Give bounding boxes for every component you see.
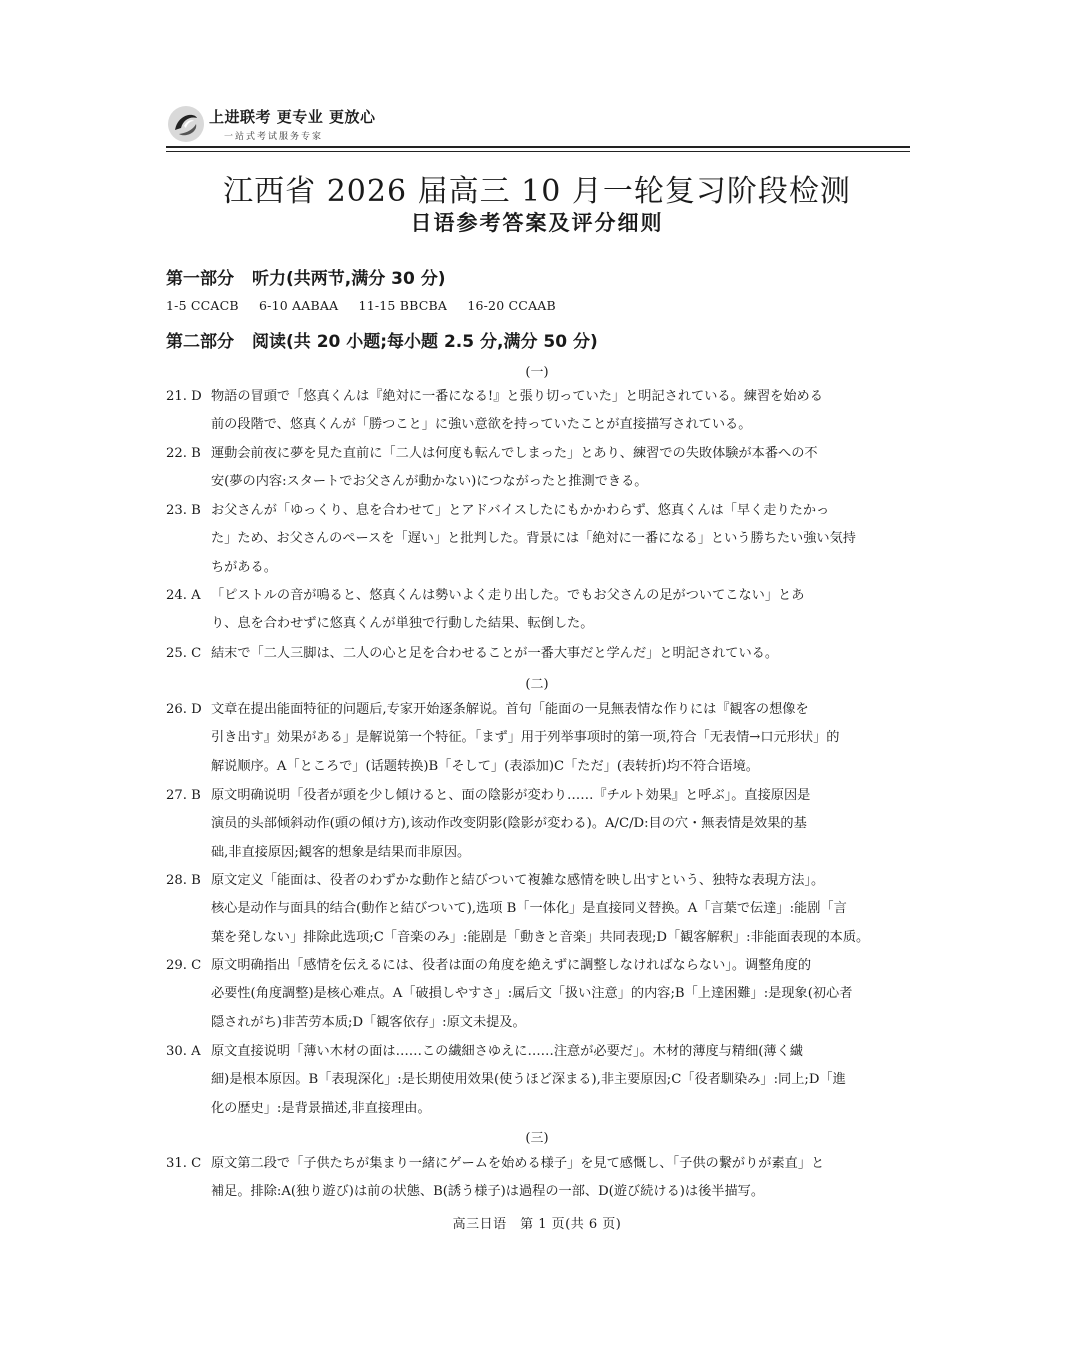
item-line: 核心是动作与面具的结合(動作と結びついて),选项 B「一体化」是直接同义替换。A「言葉で伝達」:能剧「言 (211, 901, 847, 917)
item-number: 23. B (166, 503, 201, 518)
item-number: 24. A (166, 588, 201, 603)
answer-item (166, 640, 910, 668)
item-line: 隠されがち)非苦劳本质;D「観客依存」:原文未提及。 (211, 1014, 526, 1030)
item-line: 補足。排除:A(独り遊び)は前の状態、B(誘う様子)は過程の一部、D(遊び続ける)は後半描写。 (211, 1184, 765, 1200)
item-line: 「ピストルの音が鳴ると、悠真くんは勢いよく走り出した。でもお父さんの足がついてこない」とあ (211, 588, 805, 603)
answer-item (166, 696, 910, 781)
part2-heading (166, 327, 598, 352)
item-line: お父さんが「ゆっくり、息を合わせて」とアドバイスしたにもかかわらず、悠真くんは「早く走りたかっ (211, 503, 830, 518)
item-line: 原文直接说明「薄い木材の面は……この繊細さゆえに……注意が必要だ」。木材的薄度与精细(薄く繊 (211, 1044, 803, 1059)
item-line: 物語の冒頭で「悠真くんは『絶対に一番になる!』と張り切っていた」と明記されている。練習を始める (211, 389, 823, 404)
item-line: 原文明确指出「感情を伝えるには、役者は面の角度を絶えずに調整しなければならない」。调整角度的 (211, 958, 812, 973)
item-line: 運動会前夜に夢を見た直前に「二人は何度も転んでしまった」とあり、練習での失敗体験が本番への不 (211, 446, 818, 461)
part1-heading (166, 264, 446, 289)
item-line: 前の段階で、悠真くんが「勝つこと」に強い意欲を持っていたことが直接描写されている。 (211, 417, 752, 433)
answer-item (166, 867, 910, 952)
item-line: り、息を合わせずに悠真くんが単独で行動した結果、転倒した。 (211, 616, 594, 632)
answer-item (166, 497, 910, 582)
part1-label: 第一部分 (166, 269, 234, 289)
item-line: 原文定义「能面は、役者のわずかな動作と結びついて複雑な感情を映し出すという、独特な表現方法」。 (211, 873, 825, 888)
item-number: 27. B (166, 788, 201, 803)
answer-item (166, 1038, 910, 1123)
item-number: 31. C (166, 1156, 202, 1171)
item-line: 演员的头部倾斜动作(頭の傾け方),该动作改变阴影(陰影が変わる)。A/C/D:目の穴・無表情是效果的基 (211, 816, 807, 832)
part2-desc: 阅读(共 20 小题;每小题 2.5 分,满分 50 分) (252, 332, 598, 352)
answer-item (166, 582, 910, 639)
section-label: (一) (525, 365, 549, 380)
section-label: (二) (525, 677, 549, 692)
item-number: 30. A (166, 1044, 201, 1059)
item-line: 細)是根本原因。B「表現深化」:是长期使用效果(使うほど深まる),非主要原因;C「役者馴染み」:同上;D「進 (211, 1072, 846, 1088)
item-line: 础,非直接原因;観客的想象是结果而非原因。 (211, 844, 471, 860)
item-line: 結末で「二人三脚は、二人の心と足を合わせることが一番大事だと学んだ」と明記されている。 (211, 646, 779, 661)
logo-subtitle: 一站式考试服务专家 (224, 132, 324, 142)
answer-group: 6-10 AABAA (259, 298, 339, 313)
answer-group: 11-15 BBCBA (358, 298, 448, 313)
logo-icon (166, 104, 206, 144)
logo-slogan: 上进联考 更专业 更放心 (209, 108, 376, 126)
item-line: ちがある。 (211, 559, 277, 575)
item-number: 25. C (166, 646, 202, 661)
page-subtitle: 日语参考答案及评分细则 (410, 211, 664, 235)
item-line: 解说顺序。A「ところで」(话题转换)B「そして」(表添加)C「ただ」(表转折)均不符合语境。 (211, 758, 759, 774)
item-line: 原文明确说明「役者が頭を少し傾けると、面の陰影が変わり……『チルト効果』と呼ぶ」。直接原因是 (211, 788, 811, 803)
answer-item (166, 440, 910, 497)
item-line: 安(夢の内容:スタートでお父さんが動かない)につながったと推測できる。 (211, 474, 648, 490)
item-number: 21. D (166, 389, 202, 404)
item-line: 引き出す』効果がある」是解说第一个特征。「まず」用于列举事项时的第一项,符合「无表情→口元形状」的 (211, 730, 840, 746)
item-line: た」ため、お父さんのペースを「遅い」と批判した。背景には「絶対に一番になる」という勝ちたい強い気持 (211, 531, 856, 547)
item-line: 文章在提出能面特征的问题后,专家开始逐条解说。首句「能面の一見無表情な作りには『観客の想像を (211, 702, 809, 717)
part2-label: 第二部分 (166, 332, 234, 352)
page-footer: 高三日语 第 1 页(共 6 页) (452, 1217, 622, 1232)
item-number: 22. B (166, 446, 201, 461)
page-title: 江西省 2026 届高三 10 月一轮复习阶段检测 (223, 174, 851, 209)
section-label: (三) (525, 1131, 549, 1146)
item-line: 必要性(角度調整)是核心难点。A「破損しやすさ」:属后文「扱い注意」的内容;B「上達困難」:是现象(初心者 (211, 986, 853, 1002)
item-line: 化の歴史」:是背景描述,非直接理由。 (211, 1100, 431, 1116)
answer-item (166, 952, 910, 1037)
item-line: 葉を発しない」排除此选项;C「音楽のみ」:能剧是「動きと音楽」共同表现;D「観客解釈」:非能面表现的本质。 (211, 929, 870, 945)
header (166, 100, 910, 152)
item-line: 原文第二段で「子供たちが集まり一緒にゲームを始める様子」を見て感慨し、「子供の繋がりが素直」と (211, 1156, 825, 1171)
answer-group: 1-5 CCACB (166, 298, 239, 313)
listening-answers (166, 298, 572, 313)
answer-item (166, 782, 910, 867)
answer-item (166, 1150, 910, 1207)
item-number: 28. B (166, 873, 201, 888)
item-number: 29. C (166, 958, 202, 973)
item-number: 26. D (166, 702, 202, 717)
header-rule-thin (166, 151, 910, 152)
header-rule (166, 146, 910, 148)
part1-desc: 听力(共两节,满分 30 分) (252, 269, 446, 289)
answer-item (166, 383, 910, 440)
answer-group: 16-20 CCAAB (467, 298, 556, 313)
